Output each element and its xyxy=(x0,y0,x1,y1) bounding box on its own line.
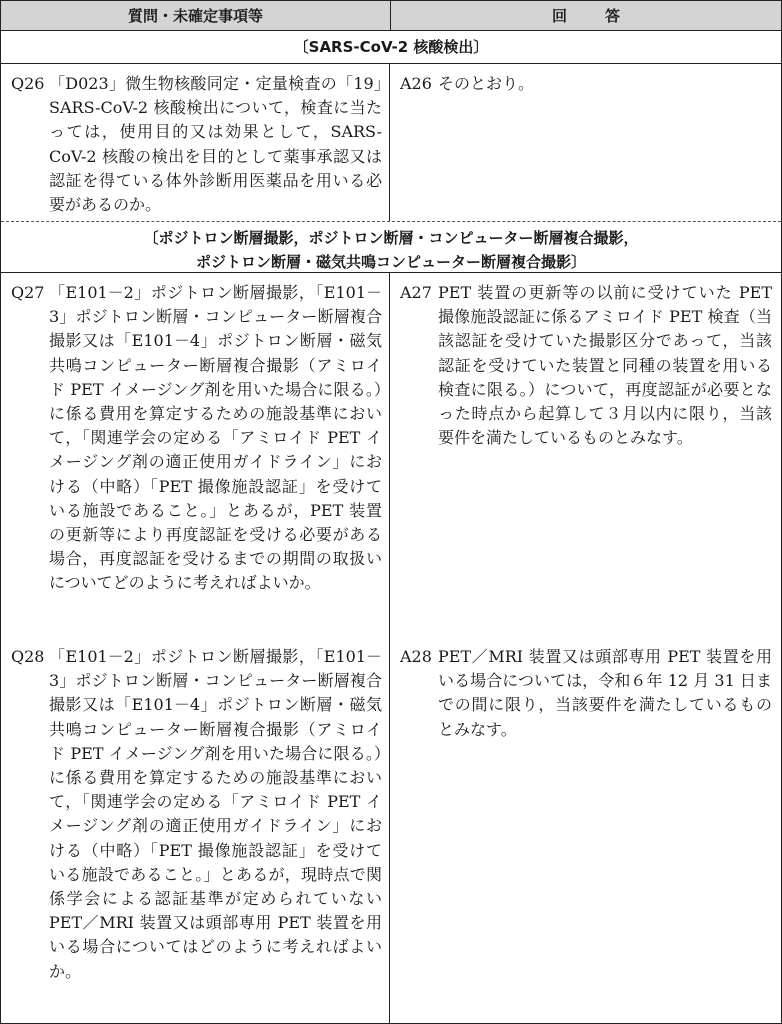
question-label: Q28 xyxy=(11,647,45,666)
answer-label: A28 xyxy=(400,647,432,666)
qa-row-27 xyxy=(1,273,781,637)
answer-cell xyxy=(390,637,781,1023)
question-cell xyxy=(1,637,390,1023)
question-text: 「D023」微生物核酸同定・定量検査の「19」SARS-CoV-2 核酸検出について，検査に当たっては，使用目的又は効果として，SARS-CoV-2 核酸の検出を目的として薬事承認又は認証を得ている体外診断用医薬品を用いる必要があるのか。 xyxy=(49,74,382,215)
answer-cell xyxy=(390,64,781,221)
question-cell xyxy=(1,64,390,221)
question-cell xyxy=(1,273,390,637)
answer-cell xyxy=(390,273,781,637)
answer-label: A27 xyxy=(400,283,432,302)
section-title-pet xyxy=(1,221,781,273)
question-column-header: 質問・未確定事項等 xyxy=(1,1,391,30)
table-header xyxy=(1,1,781,31)
question-label: Q26 xyxy=(11,74,45,93)
answer-text: PET 装置の更新等の以前に受けていた PET 撮像施設認証に係るアミロイド PET 検査（当該認証を受けていた撮影区分であって，当該認証を受けていた装置と同種の装置を用いる検査に限る。）について，再度認証が必要となった時点から起算して３月以内に限り，当該要件を満たしているものとみなす。 xyxy=(438,283,772,448)
question-label: Q27 xyxy=(11,283,45,302)
section-title-text: 〔SARS-CoV-2 核酸検出〕 xyxy=(293,38,489,56)
qa-row-26 xyxy=(1,64,781,221)
answer-column-header: 回答 xyxy=(551,7,658,25)
question-text: 「E101－2」ポジトロン断層撮影，「E101－3」ポジトロン断層・コンピューター断層複合撮影又は「E101－4」ポジトロン断層・磁気共鳴コンピューター断層複合撮影（アミロイド PET イメージング剤を用いた場合に限る。）に係る費用を算定するための施設基準において，「関連学会の定める「アミロイド PET イメージング剤の適正使用ガイドライン」における（中略）「PET 撮像施設認証」を受けている施設であること。」とあるが，PET 装置の更新等により再度認証を受ける必要がある場合，再度認証を受けるまでの期間の取扱いについてどのように考えればよいか。 xyxy=(49,283,382,593)
section-title-line1: 〔ポジトロン断層撮影，ポジトロン断層・コンピューター断層複合撮影， xyxy=(143,229,639,247)
answer-label: A26 xyxy=(400,74,432,93)
section-title-sars-cov-2 xyxy=(1,31,781,64)
qa-row-28 xyxy=(1,637,781,1023)
section-title-line2: ポジトロン断層・磁気共鳴コンピューター断層複合撮影〕 xyxy=(195,253,586,271)
question-text: 「E101－2」ポジトロン断層撮影，「E101－3」ポジトロン断層・コンピューター断層複合撮影又は「E101－4」ポジトロン断層・磁気共鳴コンピューター断層複合撮影（アミロイド PET イメージング剤を用いた場合に限る。）に係る費用を算定するための施設基準において，「関連学会の定める「アミロイド PET イメージング剤の適正使用ガイドライン」における（中略）「PET 撮像施設認証」を受けている施設であること。」とあるが，現時点で関係学会による認証基準が定められていない PET／MRI 装置又は頭部専用 PET 装置を用いる場合についてはどのように考えればよいか。 xyxy=(49,647,382,981)
answer-text: そのとおり。 xyxy=(438,74,535,93)
answer-text: PET／MRI 装置又は頭部専用 PET 装置を用いる場合については，令和６年 12 月 31 日までの間に限り，当該要件を満たしているものとみなす。 xyxy=(438,647,772,739)
